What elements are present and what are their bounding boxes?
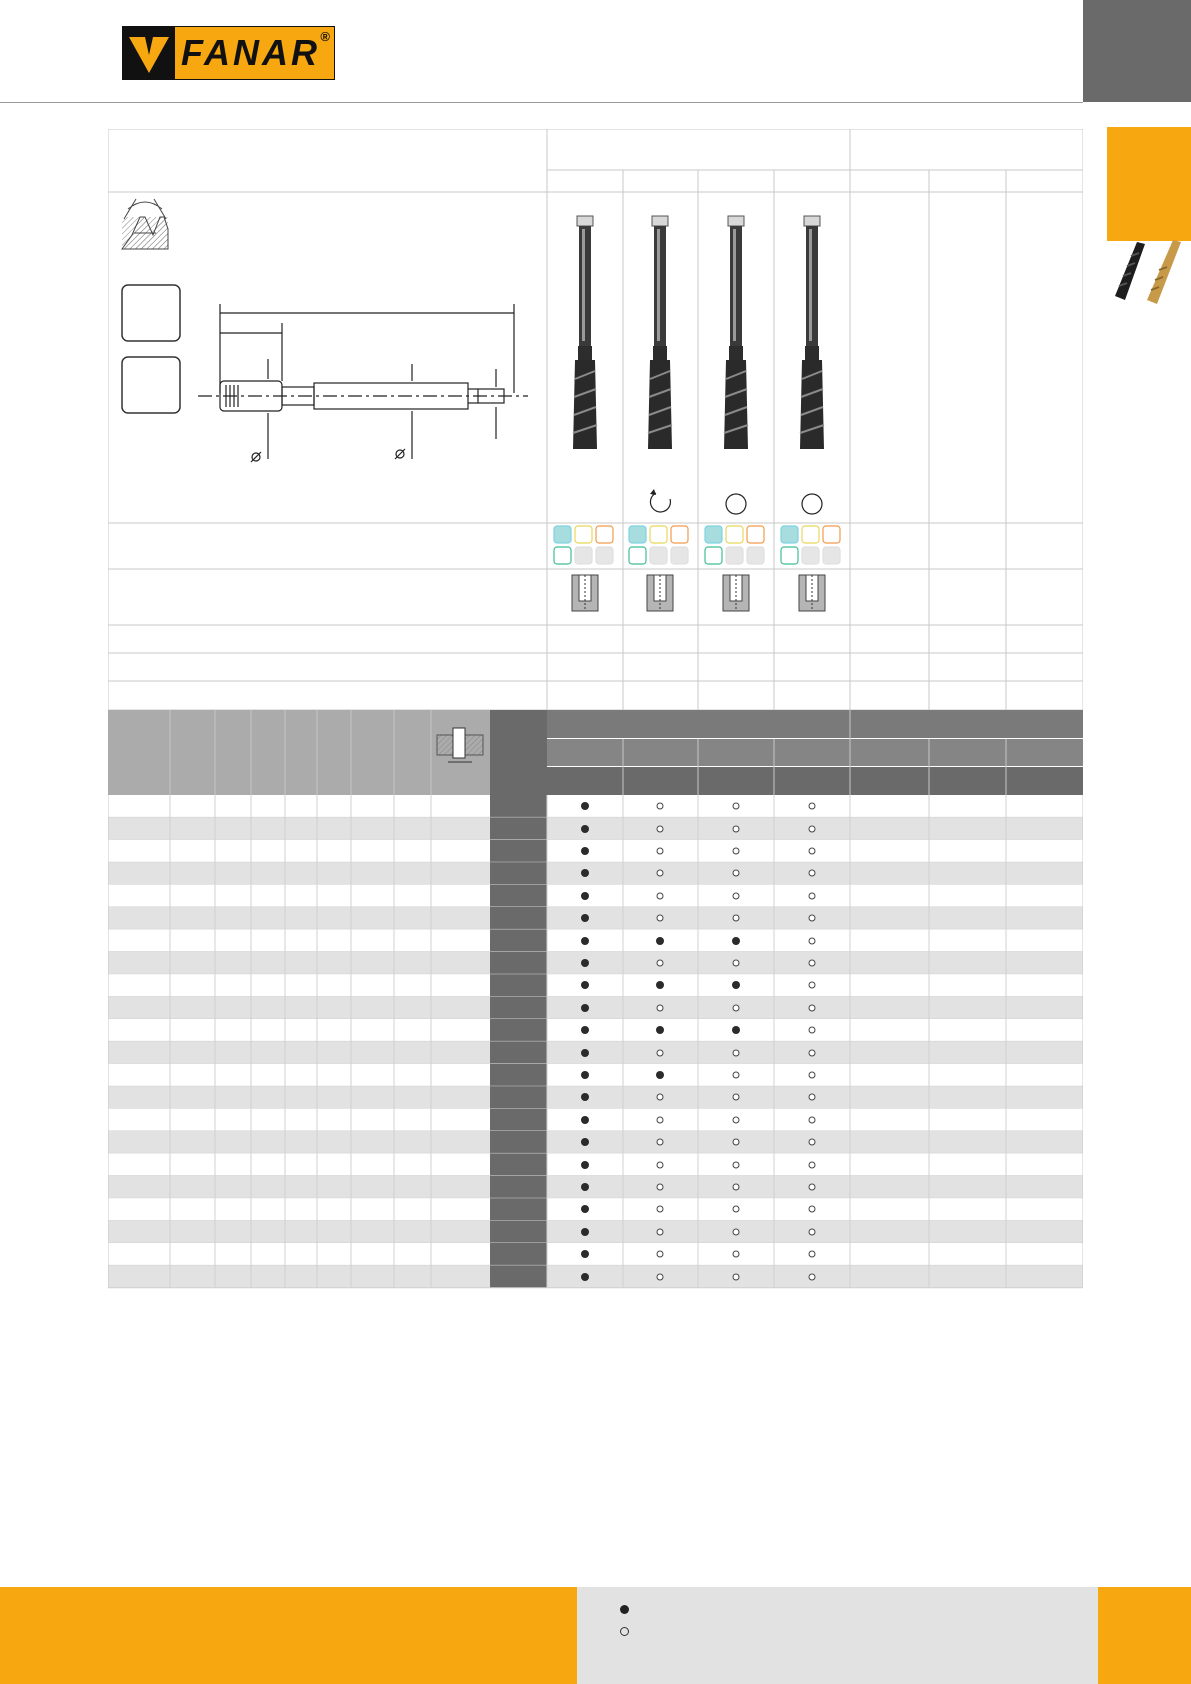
table-row [108, 907, 1083, 929]
table-row [108, 1176, 1083, 1198]
registered-mark: ® [320, 29, 330, 44]
material-group-box [823, 526, 840, 543]
row-size-cell [490, 1265, 547, 1287]
material-group-box [575, 526, 592, 543]
rotation-arrow-icon [650, 489, 656, 495]
spec-header-mid [547, 739, 1083, 766]
row-size-cell [490, 952, 547, 974]
row-size-cell [490, 1019, 547, 1041]
tap-image-3 [724, 216, 748, 449]
row-size-cell [490, 862, 547, 884]
table-row [108, 1221, 1083, 1243]
material-group-box [671, 526, 688, 543]
material-group-box [781, 526, 798, 543]
table-row [108, 840, 1083, 862]
footer-left-band [0, 1587, 577, 1684]
material-group-box [726, 547, 743, 564]
material-group-box [802, 547, 819, 564]
table-row [108, 1153, 1083, 1175]
table-row [108, 952, 1083, 974]
blind-hole-icon [647, 575, 673, 611]
tap-thumbnail-icon [1107, 236, 1191, 306]
material-group-box [747, 526, 764, 543]
side-tab [1107, 127, 1191, 241]
table-row [108, 885, 1083, 907]
material-group-box [554, 526, 571, 543]
material-group-box [575, 547, 592, 564]
blind-hole-icon [723, 575, 749, 611]
material-group-box [802, 526, 819, 543]
footer-right-band [1098, 1587, 1191, 1684]
row-size-cell [490, 1221, 547, 1243]
row-size-cell [490, 1109, 547, 1131]
row-size-cell [490, 1086, 547, 1108]
table-row [108, 1086, 1083, 1108]
row-size-cell [490, 974, 547, 996]
material-group-box [629, 547, 646, 564]
corner-block [1083, 0, 1191, 102]
row-size-cell [490, 1153, 547, 1175]
row-size-cell [490, 795, 547, 817]
row-size-cell [490, 997, 547, 1019]
row-size-cell [490, 817, 547, 839]
table-row [108, 1198, 1083, 1220]
product-table [108, 129, 1083, 1295]
row-size-cell [490, 1131, 547, 1153]
table-row [108, 929, 1083, 951]
footer-legend [577, 1587, 1098, 1684]
tolerance-box [122, 357, 180, 413]
spec-header-bottom [547, 767, 1083, 795]
material-group-box [705, 526, 722, 543]
material-group-box [726, 526, 743, 543]
table-row [108, 997, 1083, 1019]
material-group-box [596, 526, 613, 543]
material-group-box [823, 547, 840, 564]
logo-wordmark: FANAR [175, 27, 334, 79]
tap-image-4 [800, 216, 824, 449]
table-row [108, 974, 1083, 996]
table-row [108, 862, 1083, 884]
material-group-box [705, 547, 722, 564]
brand-logo [122, 26, 335, 80]
table-row [108, 1131, 1083, 1153]
standard-box [122, 285, 180, 341]
table-row [108, 1041, 1083, 1063]
spec-header-top [547, 710, 1083, 738]
legend-open-dot [620, 1627, 629, 1636]
logo-emblem-icon [123, 27, 175, 79]
spiral-symbol-icon [802, 494, 822, 514]
left-hand-rotation-icon [650, 493, 670, 512]
material-group-box [554, 547, 571, 564]
material-group-box [596, 547, 613, 564]
table-row [108, 817, 1083, 839]
table-row [108, 1243, 1083, 1265]
blind-hole-icon [572, 575, 598, 611]
row-size-cell [490, 1041, 547, 1063]
row-size-cell [490, 1198, 547, 1220]
row-size-cell [490, 929, 547, 951]
material-group-box [781, 547, 798, 564]
spiral-symbol-icon [726, 494, 746, 514]
row-size-cell [490, 885, 547, 907]
material-group-box [650, 526, 667, 543]
table-row [108, 1019, 1083, 1041]
row-size-cell [490, 1176, 547, 1198]
row-size-cell [490, 1243, 547, 1265]
row-size-cell [490, 840, 547, 862]
header-divider [0, 102, 1083, 103]
row-size-cell [490, 1064, 547, 1086]
tap-image-1 [573, 216, 597, 449]
table-row [108, 1109, 1083, 1131]
material-group-box [671, 547, 688, 564]
spec-header-band [108, 710, 490, 795]
table-row [108, 1265, 1083, 1287]
table-row [108, 1064, 1083, 1086]
table-row [108, 795, 1083, 817]
legend-filled-dot [620, 1605, 629, 1614]
blind-hole-icon [799, 575, 825, 611]
tap-image-2 [648, 216, 672, 449]
spec-header-dark [490, 710, 547, 795]
material-group-box [747, 547, 764, 564]
material-group-box [650, 547, 667, 564]
tap-dimension-drawing [198, 304, 528, 462]
material-group-box [629, 526, 646, 543]
row-size-cell [490, 907, 547, 929]
